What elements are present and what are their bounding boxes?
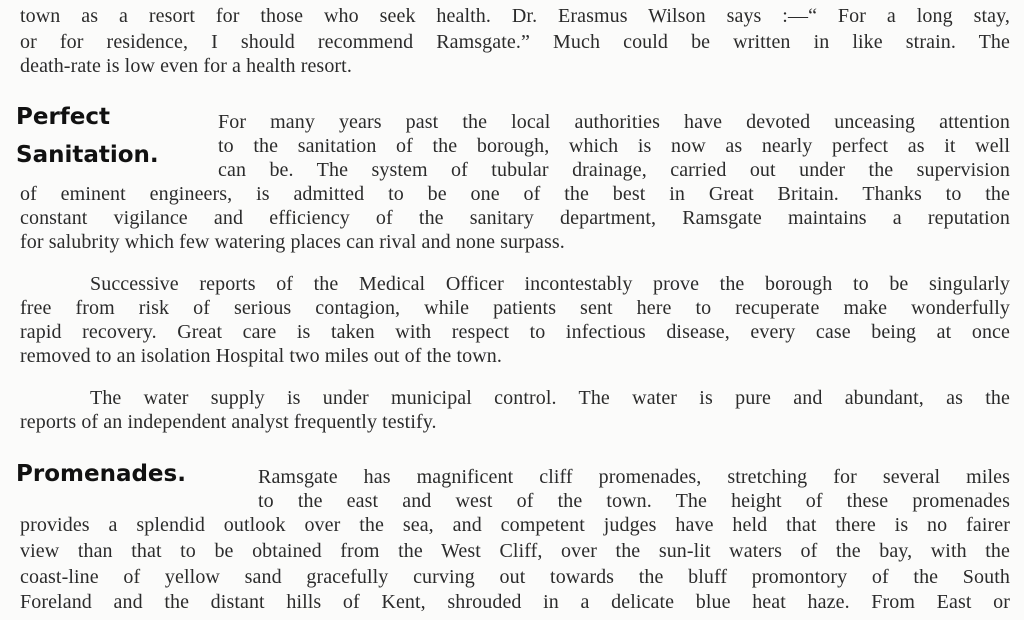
sanitation-para3-line-1: The water supply is under municipal control. The water is pure and abundant, as the	[90, 387, 1010, 409]
intro-line-2: or for residence, I should recommend Ramsgate.” Much could be written in like strain. The	[20, 31, 1010, 53]
sanitation-line-5: constant vigilance and efficiency of the sanitary department, Ramsgate maintains a reputation	[20, 207, 1010, 229]
sanitation-line-6: for salubrity which few watering places can rival and none surpass.	[20, 231, 565, 253]
intro-line-3: death-rate is low even for a health resort.	[20, 55, 352, 77]
sanitation-para2-line-2: free from risk of serious contagion, while patients sent here to recuperate make wonderfully	[20, 297, 1010, 319]
section-heading-sanitation-1: Perfect	[16, 104, 111, 130]
sanitation-para2-line-3: rapid recovery. Great care is taken with respect to infectious disease, every case being at once	[20, 321, 1010, 343]
promenades-line-4: view than that to be obtained from the West Cliff, over the sun-lit waters of the bay, with the	[20, 540, 1010, 562]
sanitation-para2-line-1: Successive reports of the Medical Officer incontestably prove the borough to be singularly	[90, 273, 1010, 295]
promenades-line-2: to the east and west of the town. The height of these promenades	[258, 490, 1010, 512]
promenades-line-6: Foreland and the distant hills of Kent, shrouded in a delicate blue heat haze. From East or	[20, 591, 1010, 613]
section-heading-promenades: Promenades.	[16, 461, 186, 487]
promenades-line-5: coast-line of yellow sand gracefully curving out towards the bluff promontory of the South	[20, 566, 1010, 588]
sanitation-para3-line-2: reports of an independent analyst frequently testify.	[20, 411, 437, 433]
promenades-line-1: Ramsgate has magnificent cliff promenades, stretching for several miles	[258, 466, 1010, 488]
sanitation-line-2: to the sanitation of the borough, which is now as nearly perfect as it well	[218, 135, 1010, 157]
intro-line-1: town as a resort for those who seek health. Dr. Erasmus Wilson says :—“ For a long stay,	[20, 5, 1010, 27]
promenades-line-3: provides a splendid outlook over the sea, and competent judges have held that there is no fairer	[20, 514, 1010, 536]
sanitation-line-1: For many years past the local authorities have devoted unceasing attention	[218, 111, 1010, 133]
sanitation-para2-line-4: removed to an isolation Hospital two miles out of the town.	[20, 345, 502, 367]
sanitation-line-4: of eminent engineers, is admitted to be one of the best in Great Britain. Thanks to the	[20, 183, 1010, 205]
section-heading-sanitation-2: Sanitation.	[16, 142, 159, 168]
sanitation-line-3: can be. The system of tubular drainage, carried out under the supervision	[218, 159, 1010, 181]
